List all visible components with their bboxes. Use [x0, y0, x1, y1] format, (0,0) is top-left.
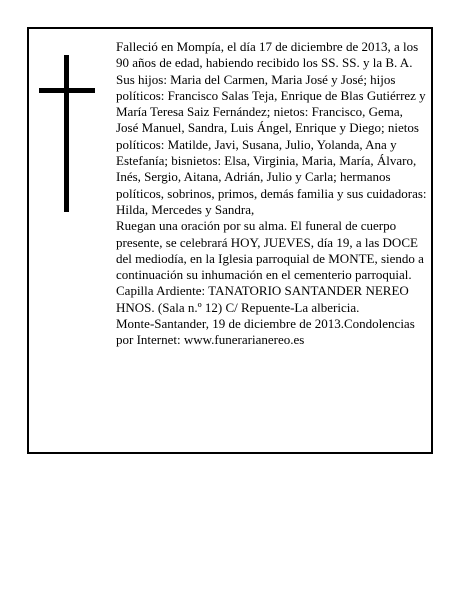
latin-cross-icon — [39, 55, 95, 212]
cross-horizontal-bar — [39, 88, 95, 93]
obituary-notice — [27, 27, 433, 454]
cross-vertical-bar — [64, 55, 69, 212]
obituary-text: Falleció en Mompía, el día 17 de diciembre de 2013, a los 90 años de edad, habiendo recibido los SS. SS. y la B. A. Sus hijos: Maria del Carmen, Maria José y José; hijos políticos: Francisco Salas Teja, Enrique de Blas Gutiérrez y María Teresa Saiz Fernández; nietos: Francisco, Gema, José Manuel, Sandra, Luis Ángel, Enrique y Diego; nietos políticos: Matilde, Javi, Susana, Julio, Yolanda, Ana y Estefanía; bisnietos: Elsa, Virginia, Maria, María, Álvaro, Inés, Sergio, Aitana, Adrián, Julio y Carla; hermanos políticos, sobrinos, primos, demás familia y sus cuidadoras: Hilda, Mercedes y Sandra, Ruegan una oración por su alma. El funeral de cuerpo presente, se celebrará HOY, JUEVES, día 19, a las DOCE del mediodía, en la Iglesia parroquial de MONTE, siendo a continuación su inhumación en el cementerio parroquial. Capilla Ardiente: TANATORIO SANTANDER NEREO HNOS. (Sala n.º 12) C/ Repuente-La albericia. Monte-Santander, 19 de diciembre de 2013.Condolencias por Internet: www.funerarianereo.es — [116, 39, 427, 348]
